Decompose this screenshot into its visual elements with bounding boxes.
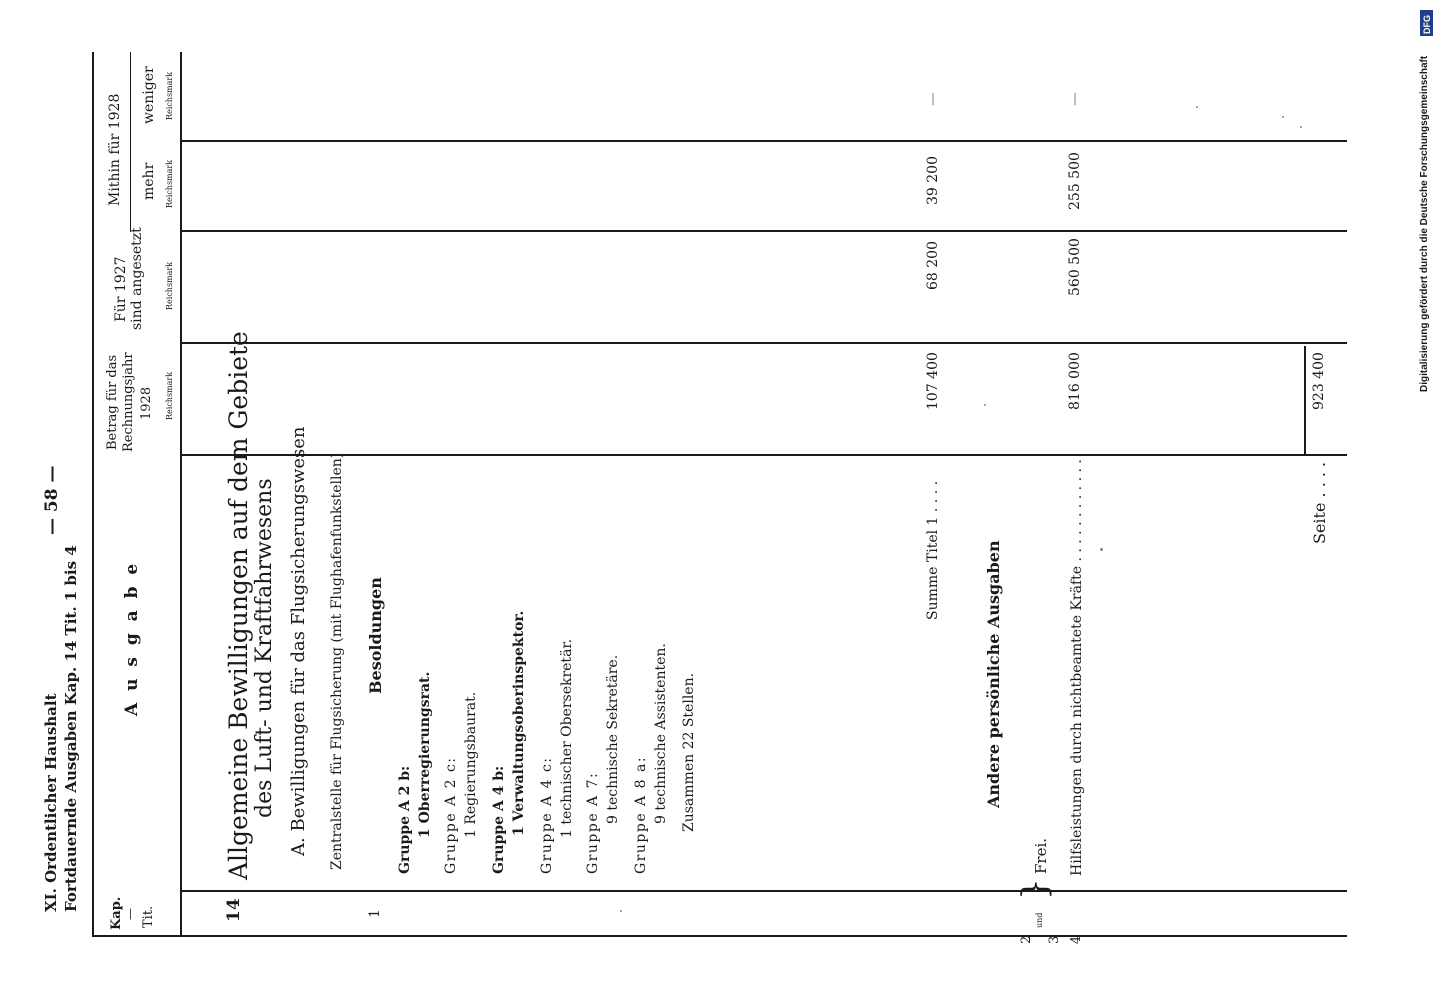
- gruppe-a2c-item: 1 Regierungsbaurat.: [463, 691, 479, 838]
- gruppe-a8a: Gruppe A 8 a:: [633, 755, 649, 874]
- seite-label: Seite . . . .: [1310, 461, 1329, 544]
- besoldungen-heading: Besoldungen: [366, 577, 385, 694]
- titel4-betrag-value: 816 000: [1067, 352, 1083, 410]
- col-betrag-line2: Rechnungsjahr: [121, 352, 136, 452]
- titel-1-number: 1: [367, 909, 383, 918]
- seite-sum-rule-end: [1304, 346, 1306, 348]
- col-ausgabe: A u s g a b e: [122, 560, 142, 716]
- col-tit: Tit.: [141, 905, 156, 928]
- scan-speck: [984, 404, 986, 406]
- col-mehr: mehr: [141, 162, 157, 200]
- dfg-logo: DFG: [1420, 10, 1433, 36]
- section-title-line1: Allgemeine Bewilligungen auf dem Gebiete: [224, 331, 253, 880]
- table-rule-betrag: [180, 454, 1347, 456]
- titel4-weniger-value: —: [1067, 92, 1083, 106]
- col-betrag-unit: Reichsmark: [165, 371, 174, 420]
- brace-titel-2-3: }: [1015, 878, 1055, 900]
- titel-und: und: [1035, 912, 1044, 928]
- col-betrag-line3: 1928: [139, 386, 154, 420]
- gruppe-a4c: Gruppe A 4 c:: [539, 756, 555, 874]
- kap-number: 14: [224, 898, 244, 922]
- scan-speck: [1282, 116, 1284, 118]
- titel-3-number: 3: [1047, 935, 1062, 944]
- table-outer-rule-left: [92, 52, 94, 937]
- col-mithin: Mithin für 1928: [107, 93, 123, 206]
- subsection-a: A. Bewilligungen für das Flugsicherungswesen: [288, 426, 309, 856]
- titel-4-number: 4: [1069, 935, 1084, 944]
- titel1-mehr-value: 39 200: [925, 156, 941, 205]
- col-1927-unit: Reichsmark: [165, 261, 174, 310]
- table-header-rule: [180, 52, 182, 937]
- gruppe-a4b: Gruppe A 4 b:: [491, 765, 507, 874]
- seite-sum-rule: [1304, 346, 1306, 456]
- zusammen-stellen: Zusammen 22 Stellen.: [681, 672, 697, 832]
- col-1927-line2: sind angesetzt: [129, 227, 145, 330]
- col-kap-dash: —: [123, 908, 137, 920]
- andere-heading: Andere persönliche Ausgaben: [984, 540, 1003, 808]
- scan-speck: [1196, 106, 1198, 108]
- col-mehr-unit: Reichsmark: [165, 159, 174, 208]
- table-rule-ausgabe: [180, 890, 1347, 892]
- frei-text: Frei.: [1032, 837, 1050, 874]
- gruppe-a4c-item: 1 technischer Obersekretär.: [559, 638, 575, 838]
- col-weniger-unit: Reichsmark: [165, 71, 174, 120]
- gruppe-a7: Gruppe A 7:: [585, 771, 601, 874]
- page-number: — 58 —: [42, 465, 62, 535]
- gruppe-a4b-item: 1 Verwaltungsoberinspektor.: [511, 610, 527, 836]
- gruppe-a2b: Gruppe A 2 b:: [397, 765, 413, 874]
- summe-titel-1: Summe Titel 1 . . . .: [925, 480, 941, 620]
- titel4-1927-value: 560 500: [1067, 238, 1083, 296]
- gruppe-a2b-item: 1 Oberregierungsrat.: [417, 671, 433, 838]
- gruppe-a7-item: 9 technische Sekretäre.: [605, 654, 621, 824]
- col-betrag-line1: Betrag für das: [105, 354, 120, 450]
- titel1-betrag-value: 107 400: [925, 352, 941, 410]
- gruppe-a8a-item: 9 technische Assistenten.: [653, 643, 669, 824]
- scan-speck: [620, 910, 622, 912]
- section-title-line2: des Luft- und Kraftfahrwesens: [252, 478, 277, 818]
- scan-speck: [1300, 126, 1302, 128]
- col-weniger: weniger: [141, 66, 157, 124]
- scan-speck: [1100, 548, 1103, 551]
- col-1927-line1: Für 1927: [113, 256, 129, 322]
- table-rule-1927: [180, 342, 1347, 344]
- zentralstelle-text: Zentralstelle für Flugsicherung (mit Flughafenfunkstellen): [329, 452, 345, 870]
- titel-2-number: 2: [1019, 935, 1034, 944]
- titel4-mehr-value: 255 500: [1067, 152, 1083, 210]
- hilfsleistungen-text: Hilfsleistungen durch nichtbeamtete Kräfte . . . . . . . . . . . .: [1069, 459, 1085, 876]
- table-rule-weniger: [180, 140, 1347, 142]
- titel1-weniger-value: —: [925, 92, 941, 106]
- table-outer-rule-top: [92, 935, 1347, 937]
- table-rule-mehr: [180, 230, 1347, 232]
- col-kap: Kap.: [109, 896, 124, 930]
- digitization-credit: Digitalisierung gefördert durch die Deutsche Forschungsgemeinschaft: [1419, 55, 1430, 392]
- gruppe-a2c: Gruppe A 2 c:: [443, 756, 459, 874]
- seite-betrag-value: 923 400: [1311, 352, 1327, 410]
- mithin-split-rule: [130, 52, 131, 232]
- titel1-1927-value: 68 200: [925, 241, 941, 290]
- header-section: XI. Ordentlicher Haushalt: [42, 693, 60, 912]
- header-subtitle: Fortdauernde Ausgaben Kap. 14 Tit. 1 bis 4: [62, 545, 80, 912]
